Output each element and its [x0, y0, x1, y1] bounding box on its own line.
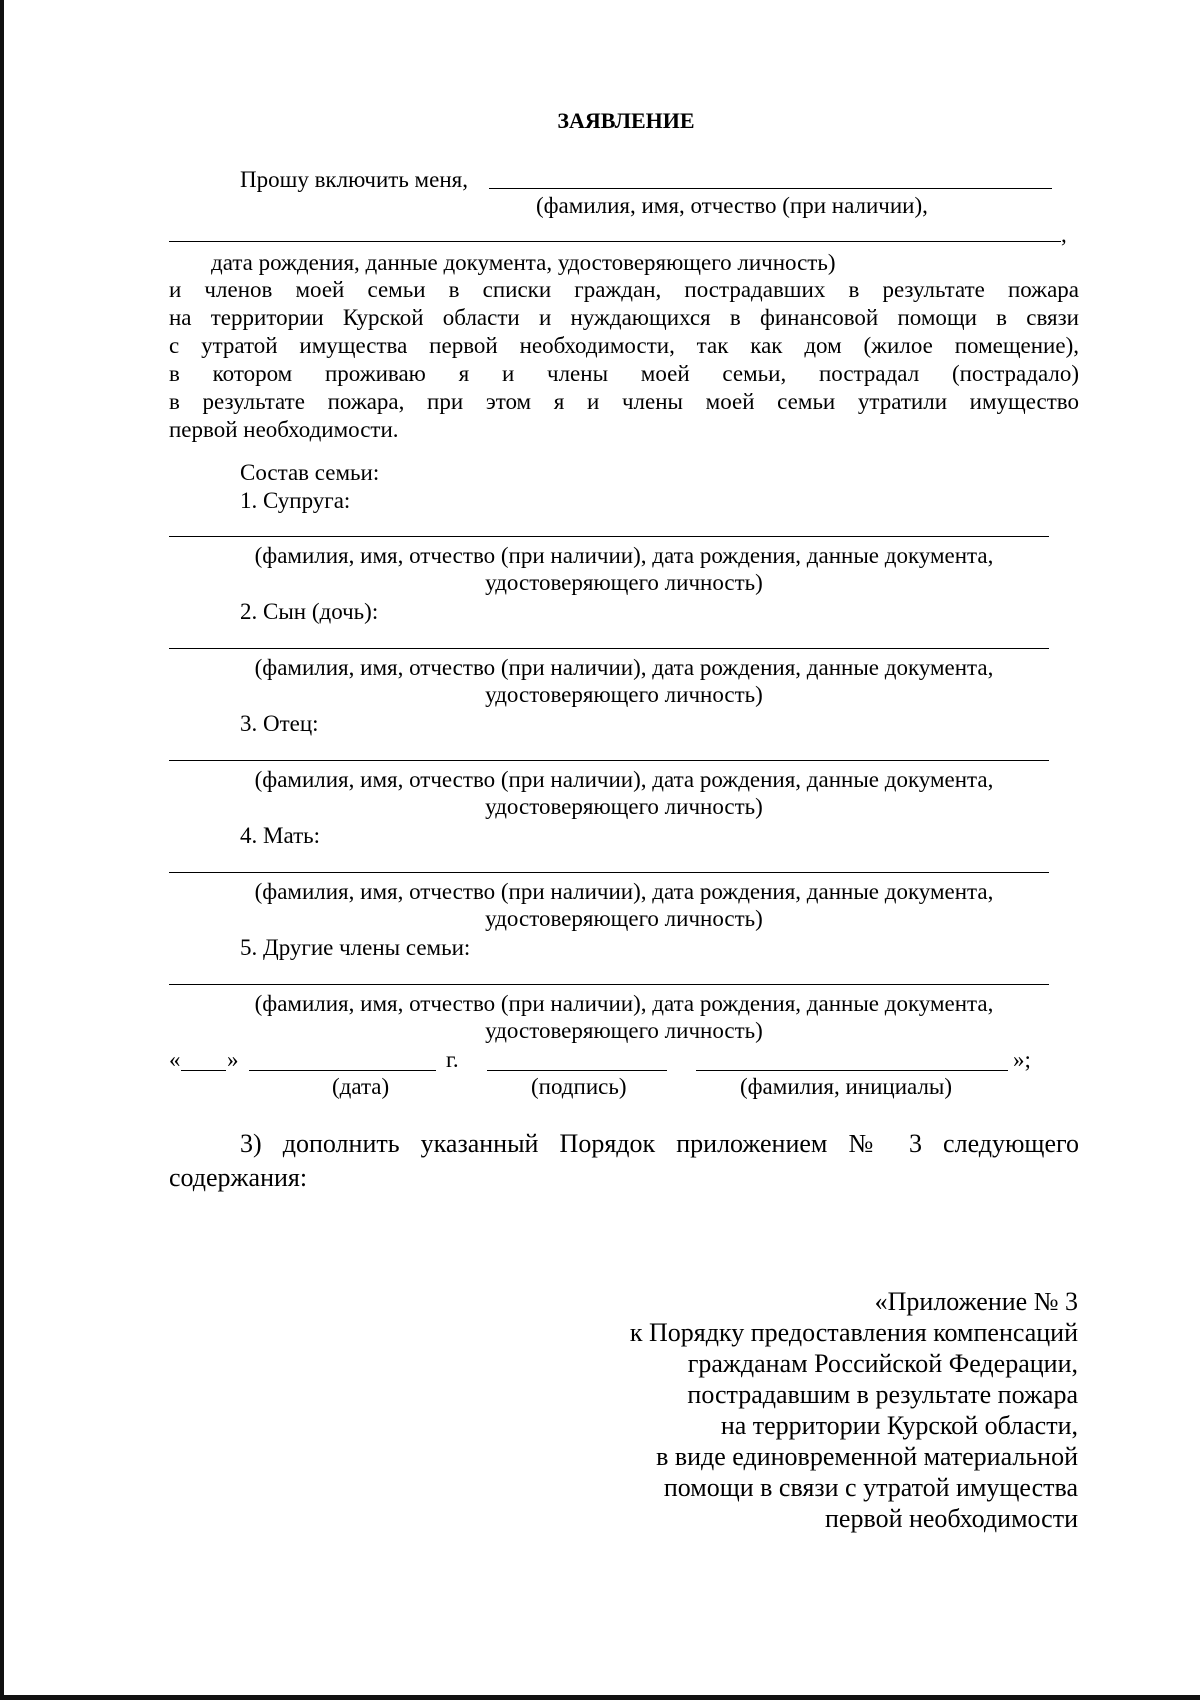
birth-field-line [169, 241, 1061, 242]
family-member-caption: удостоверяющего личность) [485, 906, 763, 931]
family-member-caption: (фамилия, имя, отчество (при наличии), дата рождения, данные документа, [254, 879, 994, 904]
request-prefix: Прошу включить меня, [240, 167, 468, 192]
body-line: и членов моей семьи в списки граждан, пострадавших в результате пожара [169, 277, 1079, 302]
family-member-caption: (фамилия, имя, отчество (при наличии), дата рождения, данные документа, [254, 767, 994, 792]
family-member-label: 2. Сын (дочь): [240, 599, 379, 624]
family-member-caption: удостоверяющего личность) [485, 794, 763, 819]
appendix-line: к Порядку предоставления компенсаций [629, 1318, 1078, 1347]
body-line: с утратой имущества первой необходимости, так как дом (жилое помещение), [169, 333, 1079, 358]
family-member-line [169, 760, 1049, 761]
appendix-line: гражданам Российской Федерации, [687, 1349, 1078, 1378]
field-comma: , [1061, 222, 1067, 247]
family-member-caption: (фамилия, имя, отчество (при наличии), дата рождения, данные документа, [254, 991, 994, 1016]
body-line: на территории Курской области и нуждающихся в финансовой помощи в связи [169, 305, 1079, 330]
scan-edge-bottom [0, 1695, 1200, 1700]
appendix-line: помощи в связи с утратой имущества [663, 1473, 1078, 1502]
body-line: в котором проживаю я и члены моей семьи, пострадал (пострадало) [169, 361, 1079, 386]
family-member-caption: удостоверяющего личность) [485, 1018, 763, 1043]
fio-field-line [489, 188, 1052, 189]
family-member-caption: удостоверяющего личность) [485, 570, 763, 595]
signature-caption: (подпись) [531, 1074, 627, 1099]
date-field-line [249, 1070, 436, 1071]
day-field-line [181, 1070, 226, 1071]
family-member-label: 3. Отец: [240, 711, 319, 736]
body-last-line: первой необходимости. [169, 417, 399, 442]
name-caption: (фамилия, инициалы) [740, 1074, 953, 1099]
family-member-line [169, 984, 1049, 985]
name-field-line [696, 1070, 1008, 1071]
amendment-line: 3) дополнить указанный Порядок приложением № 3 следующего [240, 1129, 1079, 1158]
appendix-line: «Приложение № 3 [874, 1287, 1078, 1316]
date-close-quote: » [227, 1047, 239, 1072]
scan-edge-left [0, 0, 4, 1700]
date-caption: (дата) [332, 1074, 390, 1099]
date-open-quote: « [169, 1047, 181, 1072]
family-member-caption: (фамилия, имя, отчество (при наличии), дата рождения, данные документа, [254, 543, 994, 568]
family-member-line [169, 648, 1049, 649]
birth-caption: дата рождения, данные документа, удостоверяющего личность) [211, 250, 836, 275]
amendment-line: содержания: [169, 1163, 308, 1192]
body-line: в результате пожара, при этом я и члены моей семьи утратили имущество [169, 389, 1079, 414]
year-mark: г. [446, 1047, 459, 1072]
appendix-line: в виде единовременной материальной [656, 1442, 1078, 1471]
signature-field-line [487, 1070, 667, 1071]
family-member-label: 5. Другие члены семьи: [240, 935, 471, 960]
appendix-heading [630, 1286, 1078, 1534]
family-member-line [169, 536, 1049, 537]
family-member-label: 1. Супруга: [240, 488, 351, 513]
family-heading: Состав семьи: [240, 460, 380, 485]
family-member-caption: удостоверяющего личность) [485, 682, 763, 707]
family-member-line [169, 872, 1049, 873]
appendix-line: первой необходимости [825, 1504, 1078, 1533]
fio-caption: (фамилия, имя, отчество (при наличии), [536, 193, 928, 218]
document-title: ЗАЯВЛЕНИЕ [557, 108, 695, 133]
appendix-line: на территории Курской области, [720, 1411, 1078, 1440]
family-member-caption: (фамилия, имя, отчество (при наличии), дата рождения, данные документа, [254, 655, 994, 680]
family-member-label: 4. Мать: [240, 823, 320, 848]
appendix-line: пострадавшим в результате пожара [687, 1380, 1078, 1409]
end-mark: »; [1013, 1047, 1031, 1072]
